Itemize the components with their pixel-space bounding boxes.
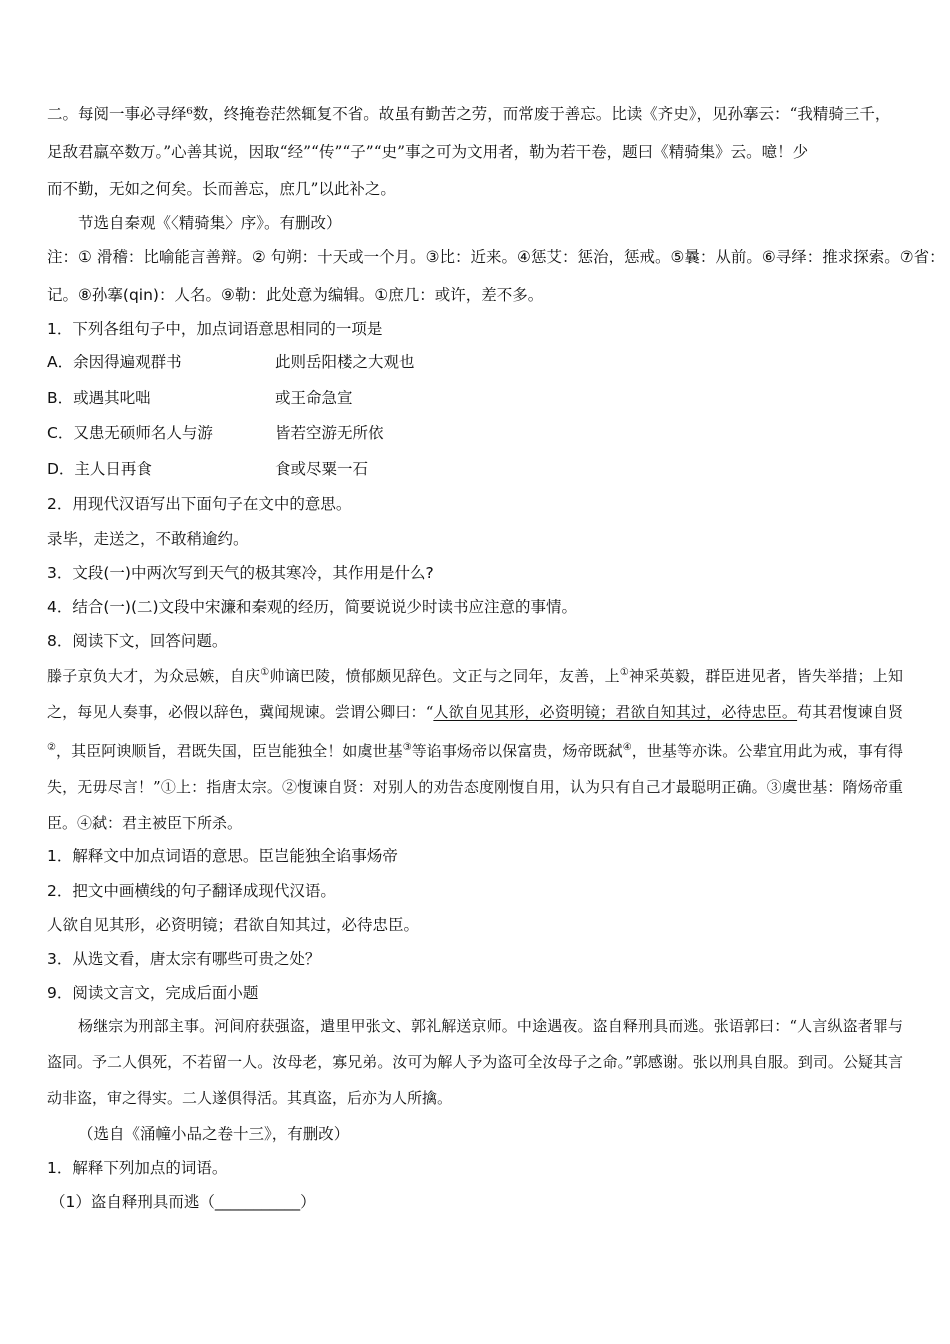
question-2-stem: 2．用现代汉语写出下面句子在文中的意思。 [47, 495, 352, 513]
passage-notes: 记。⑧孙搴(qin)：人名。⑨勒：此处意为编辑。①庶几：或许，差不多。 [47, 286, 544, 304]
section-8-q2: 2．把文中画横线的句子翻译成现代汉语。 [47, 882, 336, 900]
option-d-right: 食或尽粟一石 [275, 460, 369, 478]
footnote-mark: ③ [402, 742, 412, 753]
footnote-mark: ① [260, 667, 270, 678]
question-3: 3．文段(一)中两次写到天气的极其寒冷，其作用是什么? [47, 564, 434, 582]
option-a-right: 此则岳阳楼之大观也 [275, 353, 415, 371]
option-d [47, 457, 368, 479]
section-8-q2-sentence: 人欲自见其形，必资明镜；君欲自知其过，必待忠臣。 [47, 916, 420, 934]
text-run: 苟其君愎谏自贤 [797, 703, 903, 721]
option-b-right: 或王命急宣 [275, 389, 353, 407]
option-b [47, 386, 353, 408]
question-4: 4．结合(一)(二)文段中宋濂和秦观的经历，简要说说少时读书应注意的事情。 [47, 598, 578, 616]
section-9-passage: 杨继宗为刑部主事。河间府获强盗，遣里甲张文、郭礼解送京师。中途遇夜。盗自释刑具而逃。张语郭曰：“人言纵盗者罪与盗同。予二人俱死，不若留一人。汝母老，寡兄弟。汝可为解人予为盗可全汝母子之命。”郭感谢。张以刑具自服。到司。公疑其言动非盗，审之得实。二人遂俱得活。其真盗，后亦为人所擒。 [47, 1017, 903, 1107]
option-a-left: A．余因得遍观群书 [47, 353, 182, 371]
option-c-left: C．又患无硕师名人与游 [47, 424, 213, 442]
section-9-source: （选自《涌幢小品之卷十三》，有删改） [78, 1125, 350, 1143]
passage-notes: 注：① 滑稽：比喻能言善辩。② 句朔：十天或一个月。③比：近来。④惩艾：惩治，惩戒。⑤曩：从前。⑥寻绎：推求探索。⑦省： [47, 248, 945, 266]
text-run: 等谄事炀帝以保富贵，炀帝既弑 [411, 742, 623, 760]
section-8-passage [47, 655, 903, 841]
footnote-mark: ② [47, 742, 57, 753]
passage-line: 而不勤，无如之何矣。长而善忘，庶几”以此补之。 [47, 180, 396, 198]
section-8-heading: 8．阅读下文，回答问题。 [47, 632, 228, 650]
option-c [47, 421, 384, 443]
option-d-left: D．主人日再食 [47, 460, 152, 478]
passage-source: 节选自秦观《〈精骑集〉序》。有删改） [78, 214, 342, 232]
option-c-right: 皆若空游无所依 [275, 424, 384, 442]
section-9-q1: 1．解释下列加点的词语。 [47, 1159, 228, 1177]
text-run: 神采英毅，群臣进见者，皆失举措；上知之，每见人奏事，必假以辞色，冀闻规谏。尝谓公卿曰：“ [47, 667, 903, 721]
section-8-q1: 1．解释文中加点词语的意思。臣岂能独全谄事炀帝 [47, 847, 398, 865]
footnote-mark: ① [619, 667, 630, 678]
section-9-heading: 9．阅读文言文，完成后面小题 [47, 984, 259, 1002]
text-run: ，世基等亦诛。公辈宜用此为戒，事有得失，无毋尽言！”①上：指唐太宗。②愎谏自贤：对别人的劝告态度刚愎自用，认为只有自己才最聪明正确。③虞世基：隋炀帝重臣。④弑：君主被臣下所杀。 [47, 742, 903, 832]
text-run: ，其臣阿谀顺旨，君既失国，臣岂能独全！如虞世基 [56, 742, 403, 760]
passage-line: 足敌君羸卒数万。”心善其说，因取“经”“传”“子”“史”事之可为文用者，勒为若干卷，题曰《精骑集》云。噫！少 [47, 143, 809, 161]
underlined-sentence: 人欲自见其形，必资明镜；君欲自知其过，必待忠臣。 [433, 703, 798, 721]
section-8-q3: 3．从选文看，唐太宗有哪些可贵之处？ [47, 950, 321, 968]
text-run: 滕子京负大才，为众忌嫉，自庆 [47, 667, 261, 685]
option-a [47, 350, 415, 372]
question-2-sentence: 录毕，走送之，不敢稍逾约。 [47, 530, 249, 548]
option-b-left: B．或遇其叱咄 [47, 389, 151, 407]
section-9-q1-1: （1）盗自释刑具而逃（___________） [50, 1193, 316, 1211]
text-run: 帅谪巴陵，愤郁颇见辞色。文正与之同年，友善，上 [269, 667, 620, 685]
question-1-stem: 1．下列各组句子中，加点词语意思相同的一项是 [47, 320, 383, 338]
footnote-mark: ④ [622, 742, 632, 753]
passage-line: 二。每阅一事必寻绎⁶数，终掩卷茫然辄复不省。故虽有勤苦之劳，而常废于善忘。比读《齐史》，见孙搴云：“我精骑三千， [47, 105, 891, 123]
